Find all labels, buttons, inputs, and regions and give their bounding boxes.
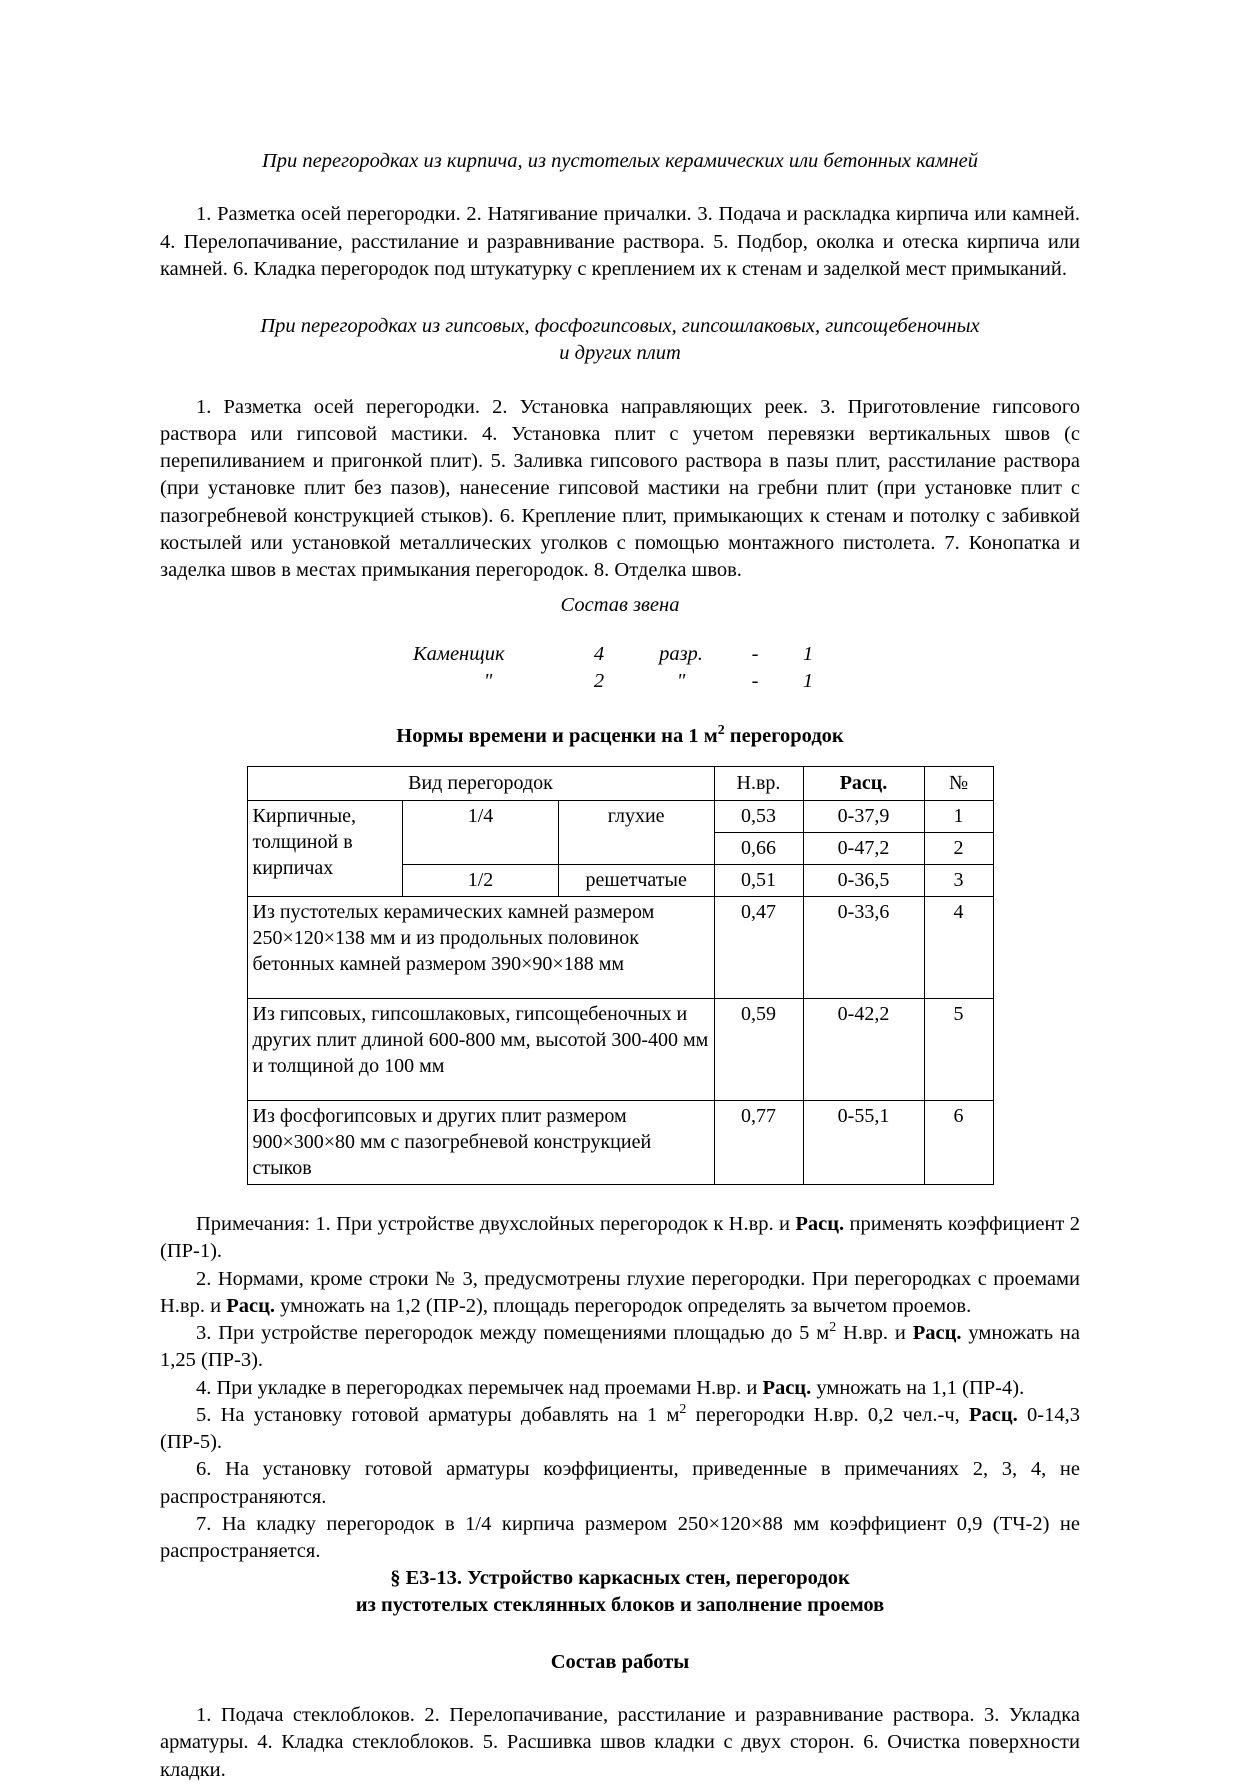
note-5-bold: Расц. bbox=[969, 1403, 1018, 1426]
note-3-superscript: 2 bbox=[829, 1320, 837, 1336]
gypsum-section-paragraph: 1. Разметка осей перегородки. 2. Установка направляющих реек. 3. Приготовление гипсового раствора или гипсовой мастики. 4. Установка плит с учетом перевязки вертикальных швов (с перепиливанием и пригонкой плит). 5. Заливка гипсового раствора в пазы плит, расстилание раствора (при установке плит без пазов), нанесение гипсовой мастики на гребни плит (при установке плит с пазогребневой конструкцией стыков). 6. Крепление плит, примыкающих к стенам и потолку с забивкой костылей или установкой металлических уголков с помощью монтажного пистолета. 7. Конопатка и заделка швов в местах примыкания перегородок. 8. Отделка швов. bbox=[160, 395, 1080, 581]
header-kind: Вид перегородок bbox=[247, 767, 714, 801]
cell-no: 3 bbox=[924, 865, 993, 897]
crew-row bbox=[407, 642, 833, 670]
note-3-text-c: умножать на 1,25 (ПР-3). bbox=[160, 1322, 1080, 1372]
table-row bbox=[247, 897, 993, 999]
cell-nvr: 0,47 bbox=[714, 897, 803, 999]
crew-dash: - bbox=[751, 642, 759, 665]
note-2-text-b: умножать на 1,2 (ПР-2), площадь перегородок определять за вычетом проемов. bbox=[275, 1294, 972, 1317]
crew-name: " bbox=[483, 670, 493, 693]
gypsum-section-heading-line2: и других плит bbox=[559, 342, 681, 365]
header-nvr: Н.вр. bbox=[714, 767, 803, 801]
note-4 bbox=[160, 1375, 1080, 1402]
final-section-heading-line2: из пустотелых стеклянных блоков и заполнение проемов bbox=[355, 1594, 885, 1617]
note-5-text-a: 5. На установку готовой арматуры добавлять на 1 м bbox=[196, 1403, 680, 1426]
cell-type: глухие bbox=[558, 801, 714, 865]
cell-rasc: 0-37,9 bbox=[803, 801, 924, 833]
cell-no: 4 bbox=[924, 897, 993, 999]
cell-thickness: 1/4 bbox=[403, 801, 559, 865]
norms-table-header-row bbox=[247, 767, 993, 801]
cell-nvr: 0,53 bbox=[714, 801, 803, 833]
note-3-bold: Расц. bbox=[912, 1322, 962, 1345]
crew-dash: - bbox=[751, 670, 759, 693]
table-row bbox=[247, 801, 993, 833]
cell-nvr: 0,59 bbox=[714, 999, 803, 1101]
note-2 bbox=[160, 1266, 1080, 1321]
crew-table bbox=[407, 642, 833, 697]
header-rasc: Расц. bbox=[803, 767, 924, 801]
cell-thickness: 1/2 bbox=[403, 865, 559, 897]
brick-section-heading: При перегородках из кирпича, из пустотелых керамических или бетонных камней bbox=[262, 150, 978, 172]
note-1 bbox=[160, 1211, 1080, 1266]
cell-rasc: 0-55,1 bbox=[803, 1101, 924, 1185]
crew-grade-unit: " bbox=[676, 670, 686, 693]
cell-rasc: 0-33,6 bbox=[803, 897, 924, 999]
note-4-text-a: 4. При укладке в перегородках перемычек над проемами Н.вр. и bbox=[196, 1376, 763, 1399]
cell-kind: Из фосфогипсовых и других плит размером 900×300×80 мм с пазогребневой конструкцией стыков bbox=[247, 1101, 714, 1185]
final-section-paragraph: 1. Подача стеклоблоков. 2. Перелопачивание, расстилание и разравнивание раствора. 3. Укладка арматуры. 4. Кладка стеклоблоков. 5. Расшивка швов кладки с двух сторон. 6. Очистка поверхности кладки. bbox=[160, 1704, 1080, 1781]
cell-no: 6 bbox=[924, 1101, 993, 1185]
cell-rasc: 0-47,2 bbox=[803, 833, 924, 865]
brick-section-paragraph: 1. Разметка осей перегородки. 2. Натягивание причалки. 3. Подача и раскладка кирпича или камней. 4. Перелопачивание, расстилание и разравнивание раствора. 5. Подбор, околка и отеска кирпича или камней. 6. Кладка перегородок под штукатурку с креплением их к стенам и заделкой мест примыканий. bbox=[160, 203, 1080, 280]
crew-count: 1 bbox=[802, 670, 814, 693]
cell-no: 1 bbox=[924, 801, 993, 833]
cell-no: 5 bbox=[924, 999, 993, 1101]
crew-count: 1 bbox=[802, 642, 814, 665]
table-row bbox=[247, 999, 993, 1101]
note-4-text-b: умножать на 1,1 (ПР-4). bbox=[811, 1376, 1025, 1399]
note-1-text-b: применять коэффициент 2 (ПР-1). bbox=[160, 1213, 1080, 1263]
cell-rasc: 0-42,2 bbox=[803, 999, 924, 1101]
final-section-heading-line1: § Е3-13. Устройство каркасных стен, перегородок bbox=[390, 1567, 850, 1590]
cell-kind: Из гипсовых, гипсошлаковых, гипсощебеночных и других плит длиной 600-800 мм, высотой 300-400 мм и толщиной до 100 мм bbox=[247, 999, 714, 1101]
crew-grade-unit: разр. bbox=[659, 642, 703, 665]
header-no: № bbox=[924, 767, 993, 801]
norms-title-post: перегородок bbox=[724, 724, 844, 747]
crew-title: Состав звена bbox=[560, 594, 680, 617]
note-2-text-a: 2. Нормами, кроме строки № 3, предусмотрены глухие перегородки. При перегородках с проемами Н.вр. и bbox=[160, 1267, 1080, 1317]
norms-title-pre: Нормы времени и расценки на 1 м bbox=[396, 724, 718, 747]
cell-nvr: 0,77 bbox=[714, 1101, 803, 1185]
note-5-text-c: 0-14,3 (ПР-5). bbox=[160, 1403, 1080, 1454]
crew-grade: 4 bbox=[593, 642, 605, 665]
crew-row bbox=[407, 669, 833, 697]
norms-table bbox=[247, 766, 994, 1185]
note-1-text-a: Примечания: 1. При устройстве двухслойных перегородок к Н.вр. и bbox=[196, 1213, 796, 1236]
cell-kind: Кирпичные, толщиной в кирпичах bbox=[247, 801, 403, 897]
crew-grade: 2 bbox=[593, 670, 605, 693]
note-4-bold: Расц. bbox=[762, 1376, 812, 1399]
gypsum-section-heading-line1: При перегородках из гипсовых, фосфогипсовых, гипсошлаковых, гипсощебеночных bbox=[260, 315, 980, 337]
norms-title-superscript: 2 bbox=[717, 722, 725, 738]
work-composition-title: Состав работы bbox=[550, 1650, 690, 1673]
cell-nvr: 0,51 bbox=[714, 865, 803, 897]
note-5-superscript: 2 bbox=[679, 1402, 687, 1418]
note-5 bbox=[160, 1402, 1080, 1457]
note-7: 7. На кладку перегородок в 1/4 кирпича размером 250×120×88 мм коэффициент 0,9 (ТЧ-2) не распространяется. bbox=[160, 1512, 1080, 1563]
cell-type: решетчатые bbox=[558, 865, 714, 897]
cell-rasc: 0-36,5 bbox=[803, 865, 924, 897]
note-5-text-b: перегородки Н.вр. 0,2 чел.-ч, bbox=[686, 1403, 969, 1426]
note-3 bbox=[160, 1320, 1080, 1375]
cell-kind: Из пустотелых керамических камней размером 250×120×138 мм и из продольных половинок бетонных камней размером 390×90×188 мм bbox=[247, 897, 714, 999]
note-3-text-a: 3. При устройстве перегородок между помещениями площадью до 5 м bbox=[196, 1322, 830, 1345]
crew-name: Каменщик bbox=[413, 642, 505, 665]
document-body bbox=[160, 148, 1080, 1784]
cell-nvr: 0,66 bbox=[714, 833, 803, 865]
cell-no: 2 bbox=[924, 833, 993, 865]
table-row bbox=[247, 1101, 993, 1185]
note-3-text-b: Н.вр. и bbox=[836, 1322, 913, 1345]
norms-table-title bbox=[160, 723, 1080, 750]
note-1-bold: Расц. bbox=[795, 1213, 845, 1236]
note-2-bold: Расц. bbox=[226, 1294, 276, 1317]
note-6: 6. На установку готовой арматуры коэффициенты, приведенные в примечаниях 2, 3, 4, не распространяются. bbox=[160, 1458, 1080, 1508]
